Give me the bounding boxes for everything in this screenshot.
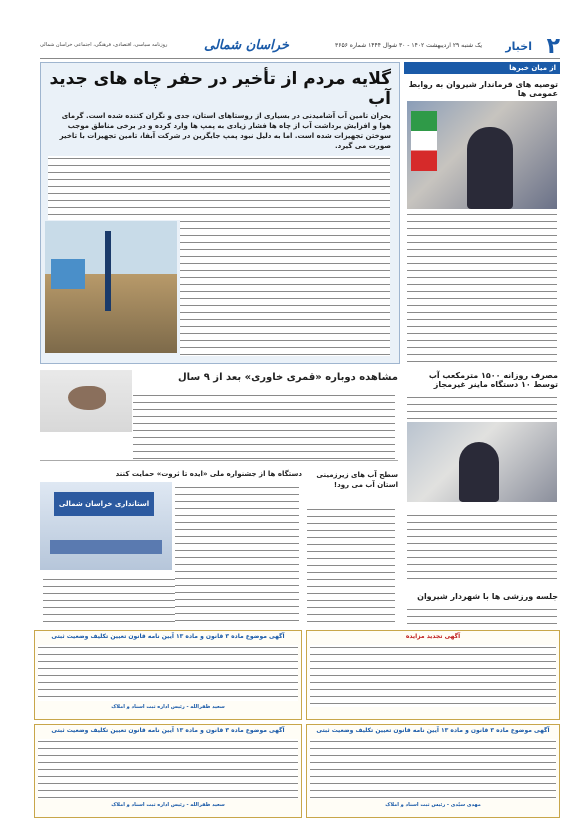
governorate-banner: استانداری خراسان شمالی xyxy=(54,492,154,516)
story-lead-miners xyxy=(404,392,560,422)
page-header xyxy=(40,36,560,59)
groundwater-story-body xyxy=(304,504,398,628)
story-body-governor xyxy=(404,209,560,365)
bird-image xyxy=(68,386,106,410)
main-story-lead: بحران تامین آب آشامیدنی در بسیاری از روستاهای استان، جدی و نگران کننده شده است. گرمای هوا و افزایش برداشت آب از چاه ها فشار زیادی به پمپ ها وارد کرده و در برخی مناطق موجب سوختن تجهیزات شده است. اما به دلیل نبود پمپ جایگزین در شرکت آبفا، تامین تجهیزات با تاخیر صورت می گیرد. xyxy=(59,112,391,150)
dateline: یک شنبه ۲۹ اردیبهشت ۱۴۰۲ - ۳۰ شوال ۱۴۴۴ شماره ۳۶۵۶ xyxy=(335,42,482,49)
official-photo xyxy=(407,422,557,502)
governor-photo xyxy=(407,101,557,209)
newspaper-logo: خراسان شمالی xyxy=(204,38,289,53)
main-story xyxy=(40,62,400,364)
ad-body xyxy=(35,736,301,802)
ad-title: آگهی موضوع ماده ۳ قانون و ماده ۱۳ آیین نامه قانون تعیین تکلیف وضعیت ثبتی xyxy=(51,727,285,734)
dove-photo xyxy=(40,370,132,432)
story-body-sports xyxy=(404,604,560,628)
ad-auction[interactable] xyxy=(306,630,560,720)
ad-registration-1[interactable] xyxy=(34,630,302,720)
ad-title: آگهی موضوع ماده ۳ قانون و ماده ۱۳ آیین نامه قانون تعیین تکلیف وضعیت ثبتی xyxy=(51,633,285,640)
story-title-governor[interactable]: توصیه های فرماندار شیروان به روابط عمومی ها xyxy=(408,80,558,98)
container-image xyxy=(51,259,85,289)
conference-photo xyxy=(40,482,172,570)
dove-story-body xyxy=(130,390,398,462)
dove-story-title[interactable]: مشاهده دوباره «قمری خاوری» بعد از ۹ سال xyxy=(177,372,398,383)
advertisements xyxy=(34,630,560,818)
festival-story-body-2 xyxy=(40,574,178,628)
lower-stories xyxy=(40,468,398,626)
groundwater-story-title[interactable]: سطح آب های زیرزمینی استان آب می رود! xyxy=(316,471,398,489)
main-story-body-left xyxy=(45,153,183,223)
meeting-table xyxy=(50,540,162,554)
ad-registration-3[interactable] xyxy=(34,724,302,818)
dove-story xyxy=(40,368,398,461)
main-story-title[interactable]: گلایه مردم از تأخیر در حفر چاه های جدید آب xyxy=(49,69,391,109)
section-title: اخبار xyxy=(505,40,532,53)
well-drilling-photo xyxy=(45,221,177,353)
page-number: ۲ xyxy=(546,34,560,59)
ad-body xyxy=(35,642,301,704)
story-title-sports[interactable]: جلسه ورزشی ها با شهردار شیروان xyxy=(417,592,558,601)
right-bottom-stories xyxy=(404,506,560,622)
story-title-miners[interactable]: مصرف روزانه ۱۵۰۰ مترمکعب آب توسط ۱۰ دستگاه ماینر غیرمجاز xyxy=(428,371,558,389)
festival-story-body xyxy=(172,482,302,628)
main-story-body xyxy=(177,153,393,359)
newspaper-tagline: روزنامه سیاسی، اقتصادی، فرهنگی، اجتماعی خراسان شمالی xyxy=(40,42,168,48)
festival-story-title[interactable]: دستگاه ها از جشنواره ملی «ایده تا ثروت» حمایت کنند xyxy=(115,470,302,478)
ad-signature: مهدی سیّدی - رئیس ثبت اسناد و املاک xyxy=(385,802,481,808)
ad-body xyxy=(307,642,559,710)
ad-signature: سعید ظفرالله - رئیس اداره ثبت اسناد و املاک xyxy=(111,704,225,710)
ad-title: آگهی موضوع ماده ۳ قانون و ماده ۱۳ آیین نامه قانون تعیین تکلیف وضعیت ثبتی xyxy=(316,727,550,734)
person-figure xyxy=(459,442,499,502)
ad-registration-2[interactable] xyxy=(306,724,560,818)
flag-image xyxy=(411,111,437,171)
drilling-rig-image xyxy=(105,231,111,311)
right-column-kicker: از میان خبرها xyxy=(404,62,560,74)
ad-signature: سعید ظفرالله - رئیس اداره ثبت اسناد و املاک xyxy=(111,802,225,808)
story-body-miners xyxy=(404,510,560,586)
ad-body xyxy=(307,736,559,802)
ad-title: آگهی تجدید مزایده xyxy=(405,633,461,640)
person-figure xyxy=(467,127,513,209)
